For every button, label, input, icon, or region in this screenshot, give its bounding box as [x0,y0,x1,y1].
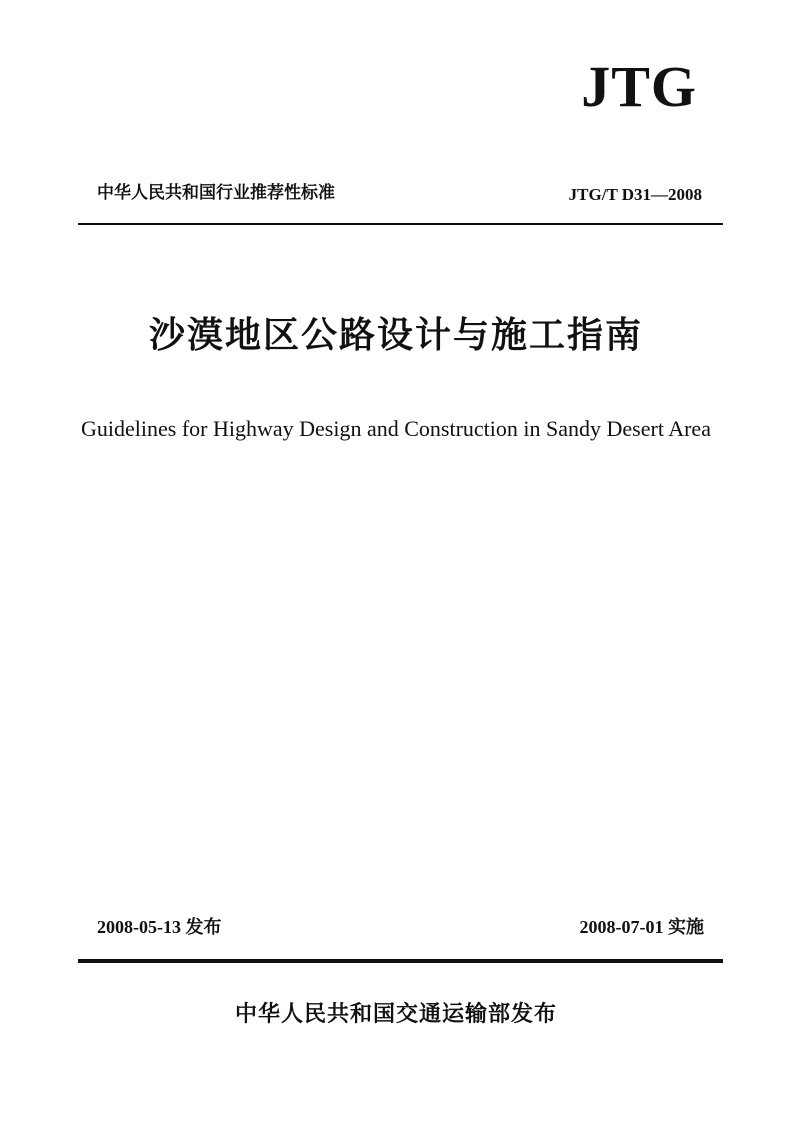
page-title-chinese: 沙漠地区公路设计与施工指南 [148,315,643,356]
top-divider [78,223,723,225]
issue-date: 2008-05-13 发布 [97,917,222,937]
jtg-logo: JTG [581,54,697,119]
standard-number: JTG/T D31—2008 [568,185,702,204]
implementation-date: 2008-07-01 实施 [579,917,704,937]
bottom-divider [78,959,723,963]
page-title-english: Guidelines for Highway Design and Construction in Sandy Desert Area [81,416,711,441]
publisher: 中华人民共和国交通运输部发布 [234,1002,557,1027]
standard-category: 中华人民共和国行业推荐性标准 [97,183,335,203]
